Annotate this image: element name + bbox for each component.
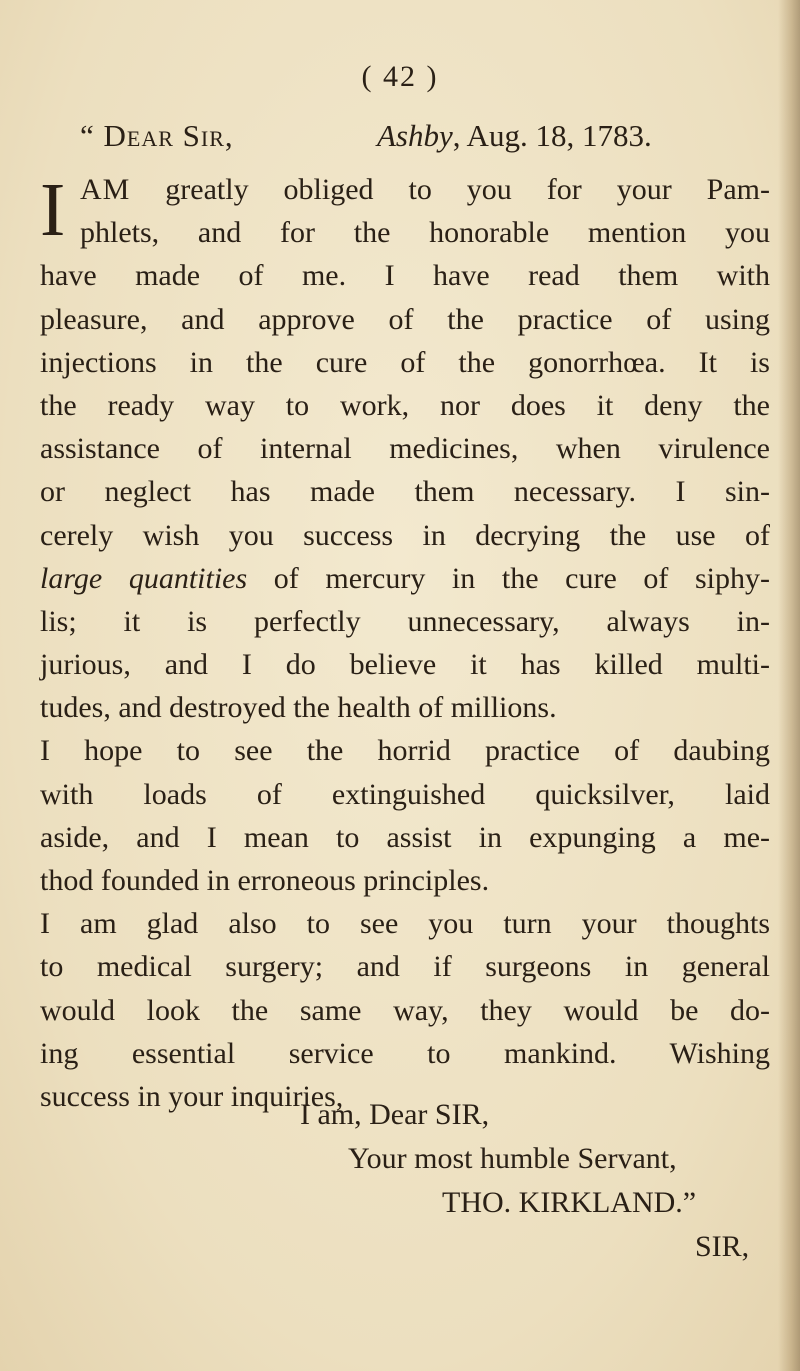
place-and-date xyxy=(377,118,652,154)
drop-cap: I xyxy=(40,168,66,252)
text-line: would look the same way, they would be do- xyxy=(40,993,770,1027)
catchword: SIR, xyxy=(695,1230,750,1263)
text-line: success in your inquiries, xyxy=(40,1079,344,1113)
text-line: ing essential service to mankind. Wishing xyxy=(40,1036,770,1070)
emphasis: large quantities xyxy=(40,561,248,595)
signature: THO. KIRKLAND.” xyxy=(442,1186,697,1219)
text-line: with loads of extinguished quicksilver, laid xyxy=(40,777,770,811)
page-number: ( 42 ) xyxy=(361,60,439,93)
salutation: “ Dear Sir, xyxy=(80,118,234,153)
text-line: phlets, and for the honorable mention you xyxy=(80,216,770,250)
closing-line: Your most humble Servant, xyxy=(348,1142,677,1175)
place: Ashby xyxy=(377,118,453,153)
text-line: assistance of internal medicines, when virulence xyxy=(40,432,770,466)
text-line: AM greatly obliged to you for your Pam- xyxy=(80,173,770,206)
text-line: tudes, and destroyed the health of millions. xyxy=(40,691,557,725)
text-line: cerely wish you success in decrying the use of xyxy=(40,518,770,552)
text-line: injections in the cure of the gonorrhœa. It is xyxy=(40,345,770,379)
date: , Aug. 18, 1783. xyxy=(452,118,652,153)
text-line: to medical surgery; and if surgeons in general xyxy=(40,950,770,984)
text-line: I hope to see the horrid practice of daubing xyxy=(40,734,770,768)
text-line: jurious, and I do believe it has killed multi- xyxy=(40,648,770,682)
first-word: AM xyxy=(80,173,131,206)
closing-line: I am, Dear SIR, xyxy=(300,1098,490,1131)
text-line: thod founded in erroneous principles. xyxy=(40,864,490,898)
letter-heading xyxy=(80,118,770,168)
text-line: I am glad also to see you turn your thoughts xyxy=(40,907,770,941)
letter-body xyxy=(40,168,770,1118)
opening-paragraph xyxy=(40,168,770,254)
text-line: have made of me. I have read them with xyxy=(40,259,770,293)
text-line: aside, and I mean to assist in expunging a me- xyxy=(40,820,770,854)
text-line: large quantities of mercury in the cure of siphy- xyxy=(40,561,770,595)
text-line: pleasure, and approve of the practice of using xyxy=(40,302,770,336)
text-line: lis; it is perfectly unnecessary, always in- xyxy=(40,604,770,638)
text-line: the ready way to work, nor does it deny the xyxy=(40,388,770,422)
text-line: or neglect has made them necessary. I sin- xyxy=(40,475,770,509)
